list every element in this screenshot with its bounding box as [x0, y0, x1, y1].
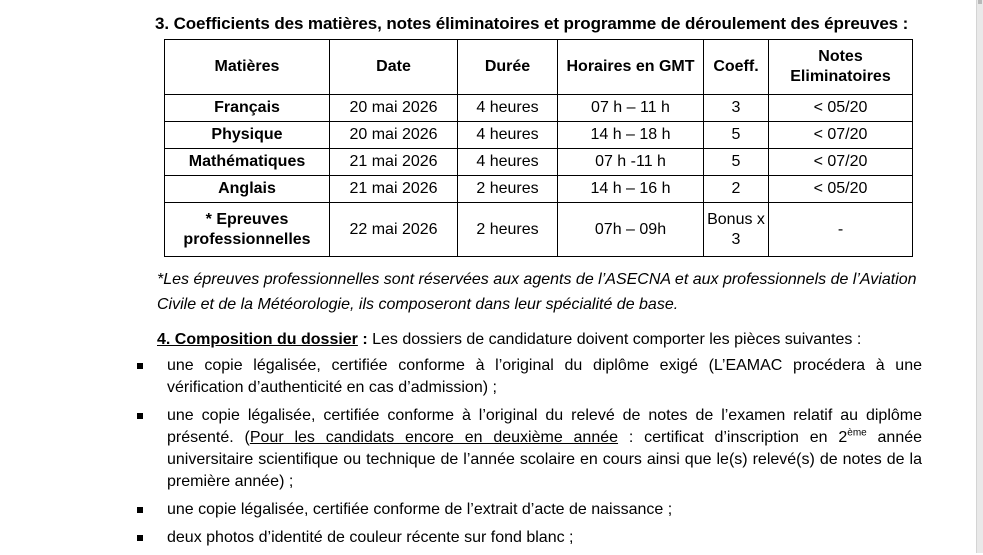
cell-hours: 07h – 09h	[558, 203, 704, 257]
bullet-square-icon	[137, 363, 143, 369]
cell-coeff: 5	[704, 149, 769, 176]
cell-elim: < 07/20	[769, 122, 913, 149]
required-documents-list	[0, 355, 976, 555]
section-3-heading: 3. Coefficients des matières, notes éliminatoires et programme de déroulement des épreuves :	[155, 14, 909, 33]
cell-duration: 4 heures	[458, 149, 558, 176]
item-birth-certificate: une copie légalisée, certifiée conforme de l’extrait d’acte de naissance ;	[167, 501, 673, 518]
header-elim: Notes Eliminatoires	[769, 40, 913, 95]
section-4-colon: :	[357, 331, 368, 348]
cell-duration: 2 heures	[458, 203, 558, 257]
cell-subject: Français	[165, 95, 330, 122]
header-subject: Matières	[165, 40, 330, 95]
cell-hours: 07 h -11 h	[558, 149, 704, 176]
cell-elim: < 07/20	[769, 149, 913, 176]
cell-elim: -	[769, 203, 913, 257]
cell-date: 20 mai 2026	[330, 95, 458, 122]
cell-elim: < 05/20	[769, 176, 913, 203]
section-4-heading	[157, 331, 861, 349]
cell-coeff: 5	[704, 122, 769, 149]
table-row	[165, 203, 913, 257]
table-row	[165, 149, 913, 176]
cell-subject: Physique	[165, 122, 330, 149]
header-coeff: Coeff.	[704, 40, 769, 95]
item-transcript-copy-b: : certificat d’inscription en 2	[618, 429, 848, 446]
cell-date: 22 mai 2026	[330, 203, 458, 257]
vertical-scrollbar[interactable]	[976, 0, 983, 553]
cell-hours: 14 h – 18 h	[558, 122, 704, 149]
cell-subject: * Epreuves professionnelles	[165, 203, 330, 257]
table-header-row	[165, 40, 913, 95]
cell-duration: 2 heures	[458, 176, 558, 203]
list-item	[0, 405, 922, 493]
section-4-label: 4. Composition du dossier	[157, 331, 358, 348]
bullet-square-icon	[137, 507, 143, 513]
item-transcript-copy-a: une copie légalisée, certifiée conforme à l’original du relevé de notes de l’examen relatif au diplôme présenté. (	[167, 407, 922, 446]
list-item	[0, 499, 922, 521]
section-4-intro: Les dossiers de candidature doivent comporter les pièces suivantes :	[367, 331, 862, 348]
footnote-professional-exams: *Les épreuves professionnelles sont réservées aux agents de l’ASECNA et aux professionnels de l’Aviation Civile et de la Météorologie, ils composeront dans leur spécialité de base.	[157, 271, 917, 313]
exam-schedule-table	[164, 39, 913, 257]
cell-duration: 4 heures	[458, 95, 558, 122]
item-photos: deux photos d’identité de couleur récente sur fond blanc ;	[167, 529, 574, 546]
bullet-square-icon	[137, 535, 143, 541]
cell-subject: Anglais	[165, 176, 330, 203]
header-date: Date	[330, 40, 458, 95]
cell-duration: 4 heures	[458, 122, 558, 149]
cell-coeff: 2	[704, 176, 769, 203]
table-row	[165, 176, 913, 203]
list-item	[0, 355, 922, 399]
cell-hours: 07 h – 11 h	[558, 95, 704, 122]
cell-date: 21 mai 2026	[330, 176, 458, 203]
cell-elim: < 05/20	[769, 95, 913, 122]
bullet-square-icon	[137, 413, 143, 419]
cell-date: 21 mai 2026	[330, 149, 458, 176]
header-duration: Durée	[458, 40, 558, 95]
item-transcript-underlined: Pour les candidats encore en deuxième année	[249, 429, 619, 446]
cell-coeff: 3	[704, 95, 769, 122]
item-diploma-copy: une copie légalisée, certifiée conforme à l’original du diplôme exigé (L’EAMAC procédera à une vérification d’authenticité en cas d’admission) ;	[167, 357, 922, 396]
item-transcript-sup: ème	[847, 427, 867, 439]
header-hours: Horaires en GMT	[558, 40, 704, 95]
cell-date: 20 mai 2026	[330, 122, 458, 149]
cell-hours: 14 h – 16 h	[558, 176, 704, 203]
cell-coeff: Bonus x 3	[704, 203, 769, 257]
cell-subject: Mathématiques	[165, 149, 330, 176]
item-transcript-copy-c: année universitaire scientifique ou technique de l’année scolaire en cours ainsi que le(s) relevé(s) de notes de la première année) ;	[167, 429, 923, 490]
table-row	[165, 95, 913, 122]
table-row	[165, 122, 913, 149]
list-item	[0, 527, 922, 549]
